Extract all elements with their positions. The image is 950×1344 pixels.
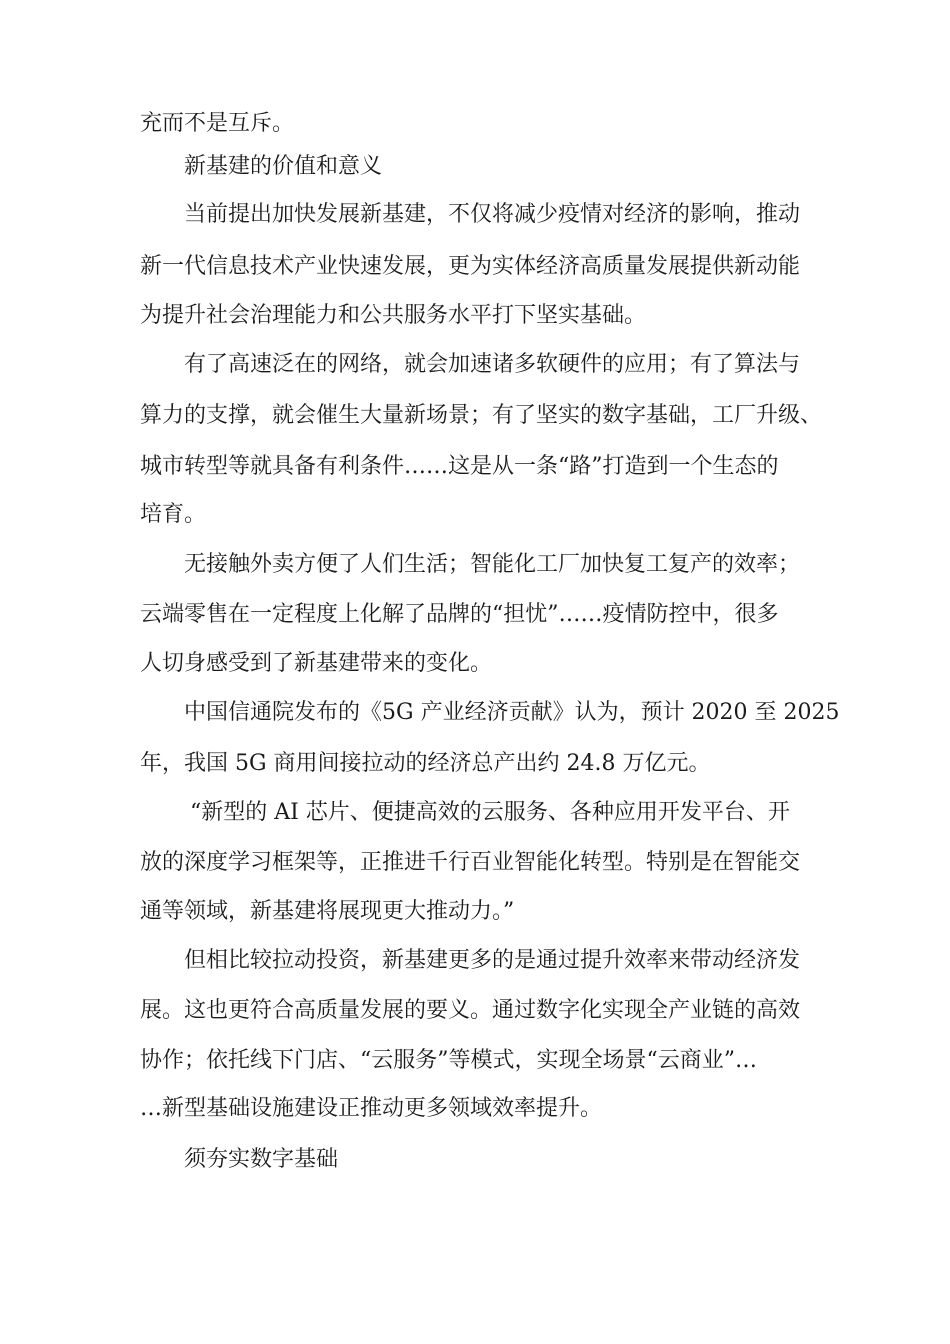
section-heading: 新基建的价值和意义 <box>184 154 383 179</box>
text-line: 协作；依托线下门店、“云服务”等模式，实现全场景“云商业”… <box>140 1048 757 1073</box>
text-line: …新型基础设施建设正推动更多领域效率提升。 <box>140 1096 603 1121</box>
section-heading: 须夯实数字基础 <box>184 1147 339 1172</box>
text-line: 人切身感受到了新基建带来的变化。 <box>140 651 493 676</box>
text-line: 云端零售在一定程度上化解了品牌的“担忧”……疫情防控中，很多 <box>140 602 779 627</box>
quote-line: 放的深度学习框架等，正推进千行百业智能化转型。特别是在智能交 <box>140 850 801 875</box>
text-line: 充而不是互斥。 <box>140 111 295 136</box>
text-line: 新一代信息技术产业快速发展，更为实体经济高质量发展提供新动能 <box>140 254 801 279</box>
text-line: 为提升社会治理能力和公共服务水平打下坚实基础。 <box>140 303 647 328</box>
text-line: 无接触外卖方便了人们生活；智能化工厂加快复工复产的效率； <box>184 552 801 577</box>
quote-line: 通等领域，新基建将展现更大推动力。” <box>140 899 515 924</box>
text-line: 有了高速泛在的网络，就会加速诸多软硬件的应用；有了算法与 <box>184 352 801 377</box>
text-line: 展。这也更符合高质量发展的要义。通过数字化实现全产业链的高效 <box>140 998 801 1023</box>
text-line: 但相比较拉动投资，新基建更多的是通过提升效率来带动经济发 <box>184 948 801 973</box>
text-line: 中国信通院发布的《5G 产业经济贡献》认为，预计 2020 至 2025 <box>184 700 840 725</box>
text-line: 年，我国 5G 商用间接拉动的经济总产出约 24.8 万亿元。 <box>140 751 711 776</box>
text-line: 当前提出加快发展新基建，不仅将减少疫情对经济的影响，推动 <box>184 202 801 227</box>
text-line: 城市转型等就具备有利条件……这是从一条“路”打造到一个生态的 <box>140 454 779 479</box>
text-line: 培育。 <box>140 502 207 527</box>
quote-line: “新型的 AI 芯片、便捷高效的云服务、各种应用开发平台、开 <box>190 800 790 825</box>
text-line: 算力的支撑，就会催生大量新场景；有了坚实的数字基础，工厂升级、 <box>140 403 823 428</box>
